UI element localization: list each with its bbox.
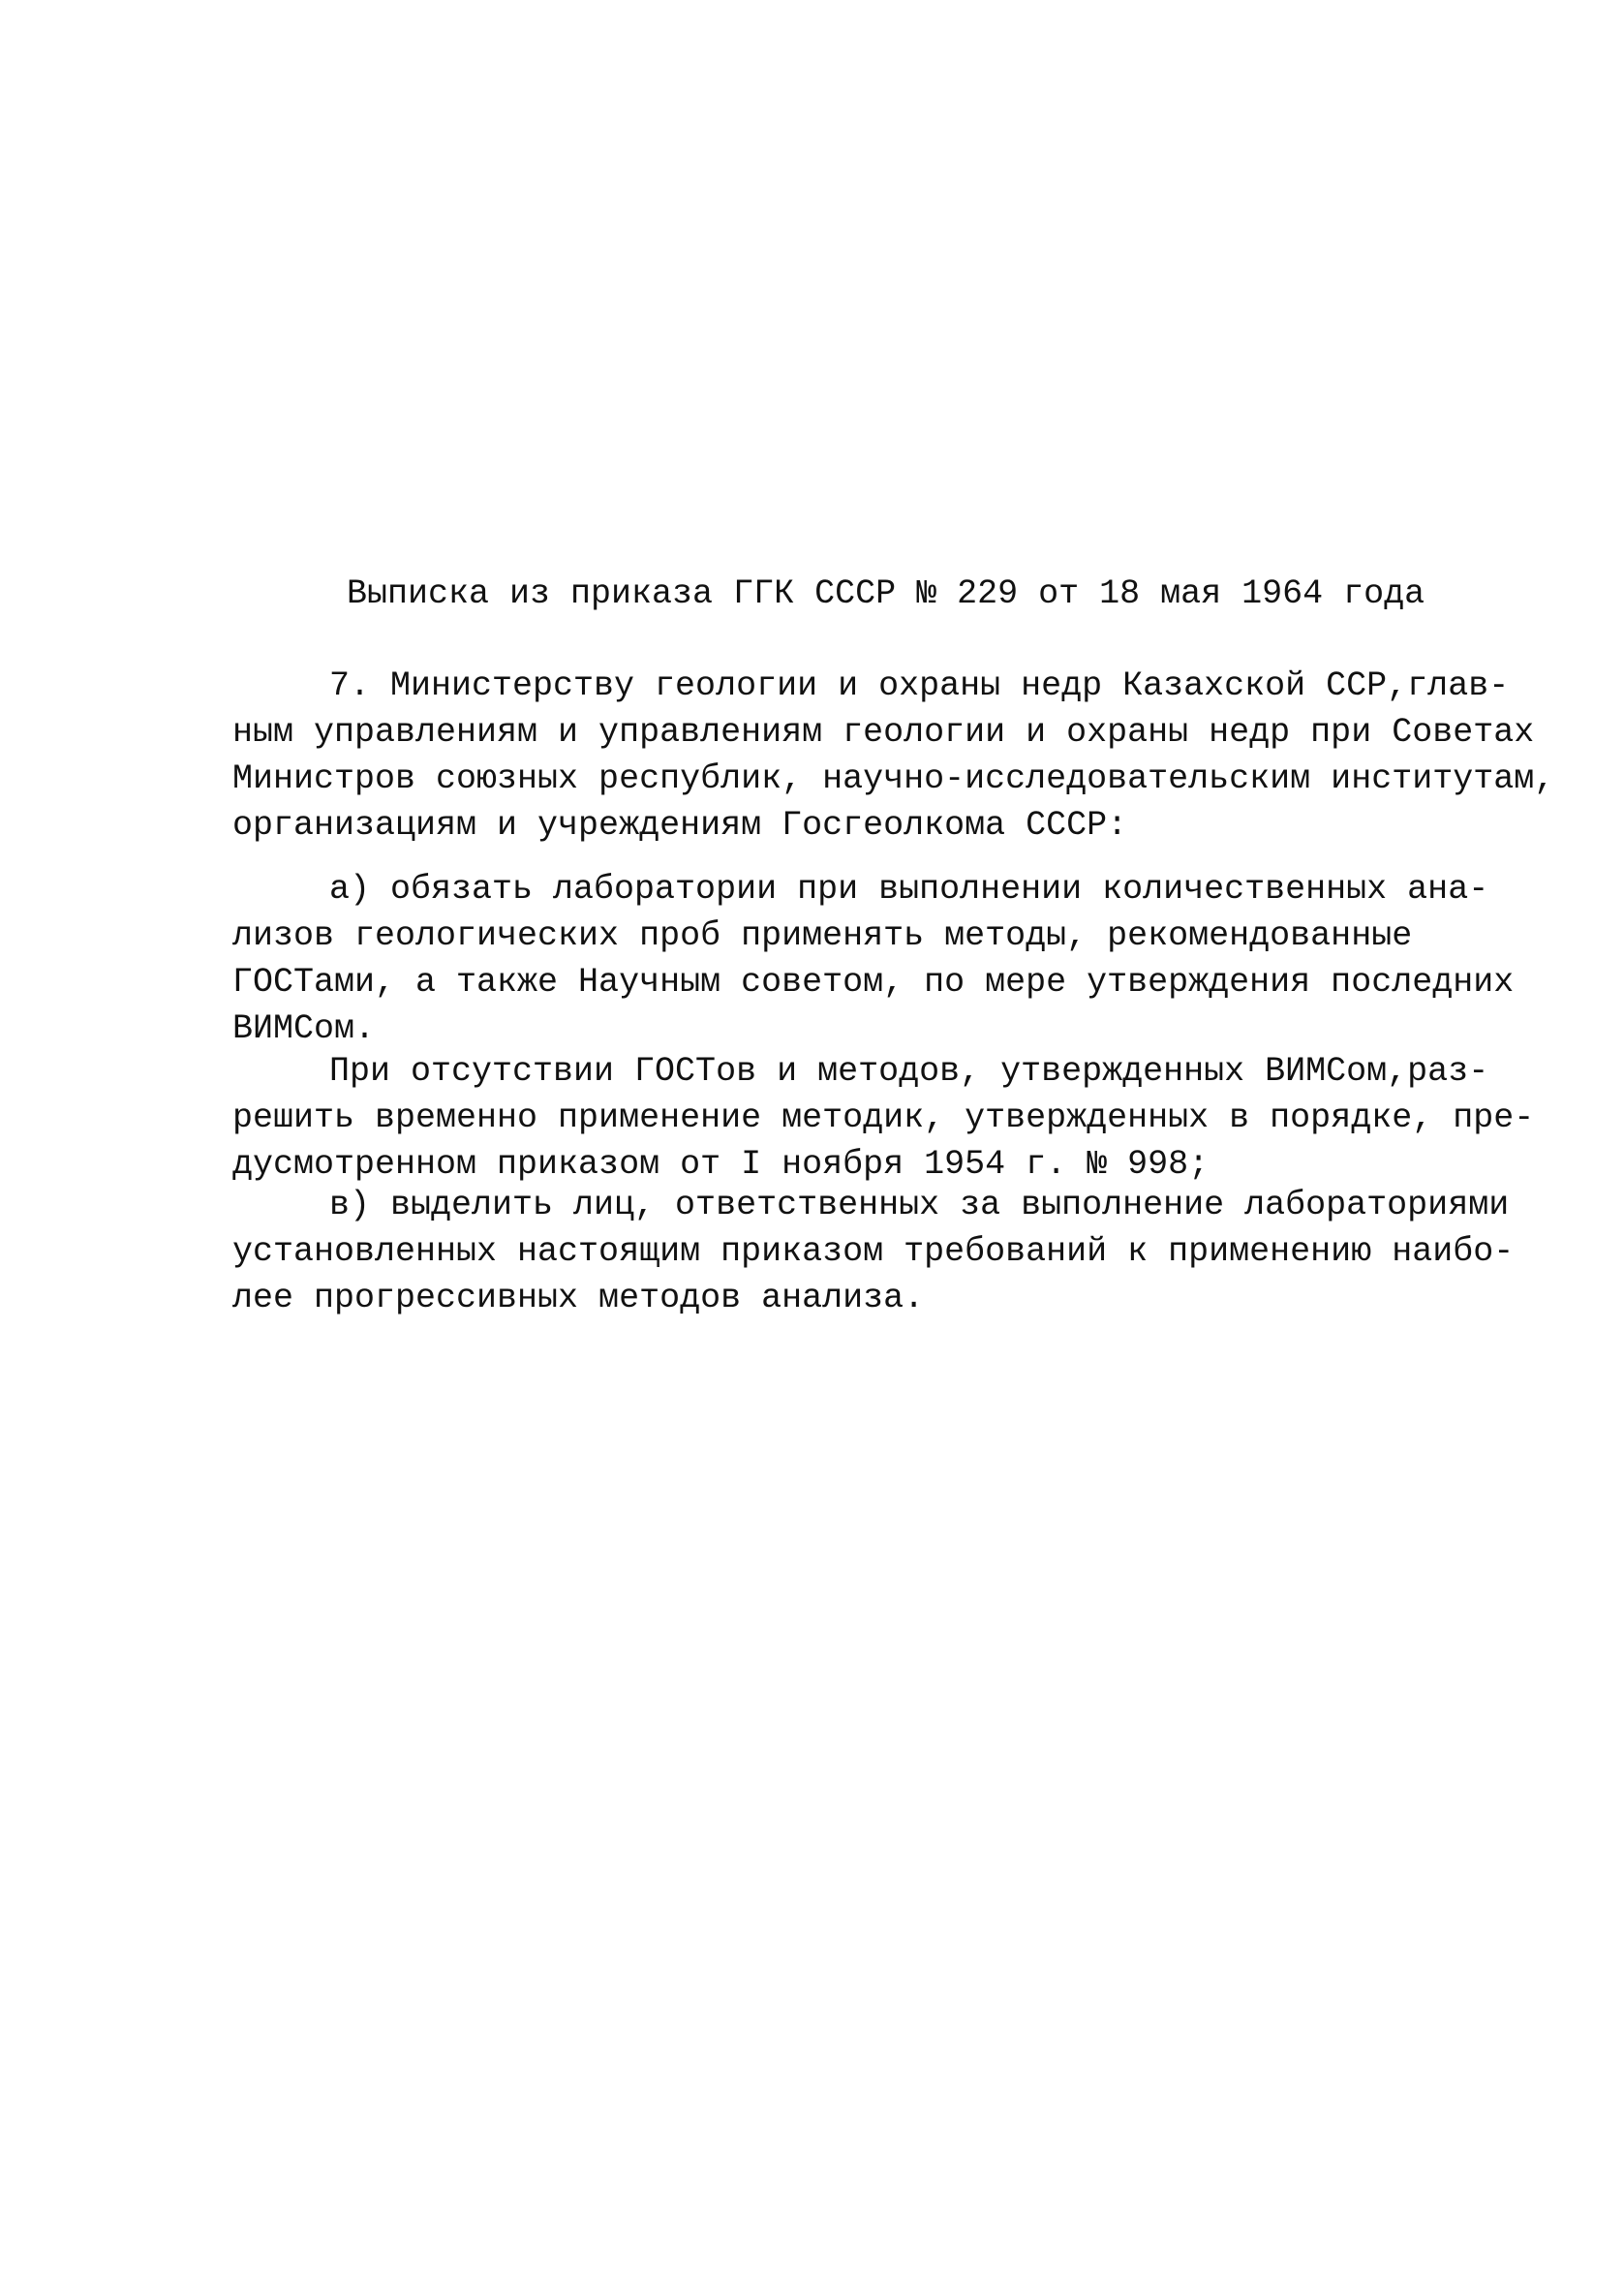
paragraph-line: организациям и учреждениям Госгеолкома СССР: <box>232 806 1128 845</box>
paragraph-line: лее прогрессивных методов анализа. <box>232 1279 925 1317</box>
paragraph-line: лизов геологических проб применять методы, рекомендованные <box>232 916 1413 955</box>
point-7-paragraph <box>232 663 1555 849</box>
paragraph-line: ВИМСом. <box>232 1009 376 1048</box>
paragraph-line: 7. Министерству геологии и охраны недр Казахской ССР,глав- <box>329 666 1510 705</box>
paragraph-line: решить временно применение методик, утвержденных в порядке, пре- <box>232 1098 1535 1137</box>
paragraph-line: дусмотренном приказом от I ноября 1954 г. № 998; <box>232 1145 1210 1184</box>
paragraph-line: При отсутствии ГОСТов и методов, утвержденных ВИМСом,раз- <box>329 1052 1489 1091</box>
subpoint-v-paragraph <box>232 1182 1515 1321</box>
document-title: Выписка из приказа ГГК СССР № 229 от 18 мая 1964 года <box>347 574 1425 613</box>
paragraph-line: а) обязать лаборатории при выполнении количественных ана- <box>329 870 1489 909</box>
paragraph-line: ным управлениям и управлениям геологии и охраны недр при Советах <box>232 713 1535 752</box>
absence-paragraph <box>232 1048 1535 1188</box>
subpoint-a-paragraph <box>232 866 1515 1052</box>
paragraph-line: Министров союзных республик, научно-исследовательским институтам, <box>232 759 1555 798</box>
paragraph-line: установленных настоящим приказом требований к применению наибо- <box>232 1232 1515 1271</box>
paragraph-line: ГОСТами, а также Научным советом, по мере утверждения последних <box>232 963 1515 1002</box>
paragraph-line: в) выделить лиц, ответственных за выполнение лабораториями <box>329 1186 1510 1224</box>
